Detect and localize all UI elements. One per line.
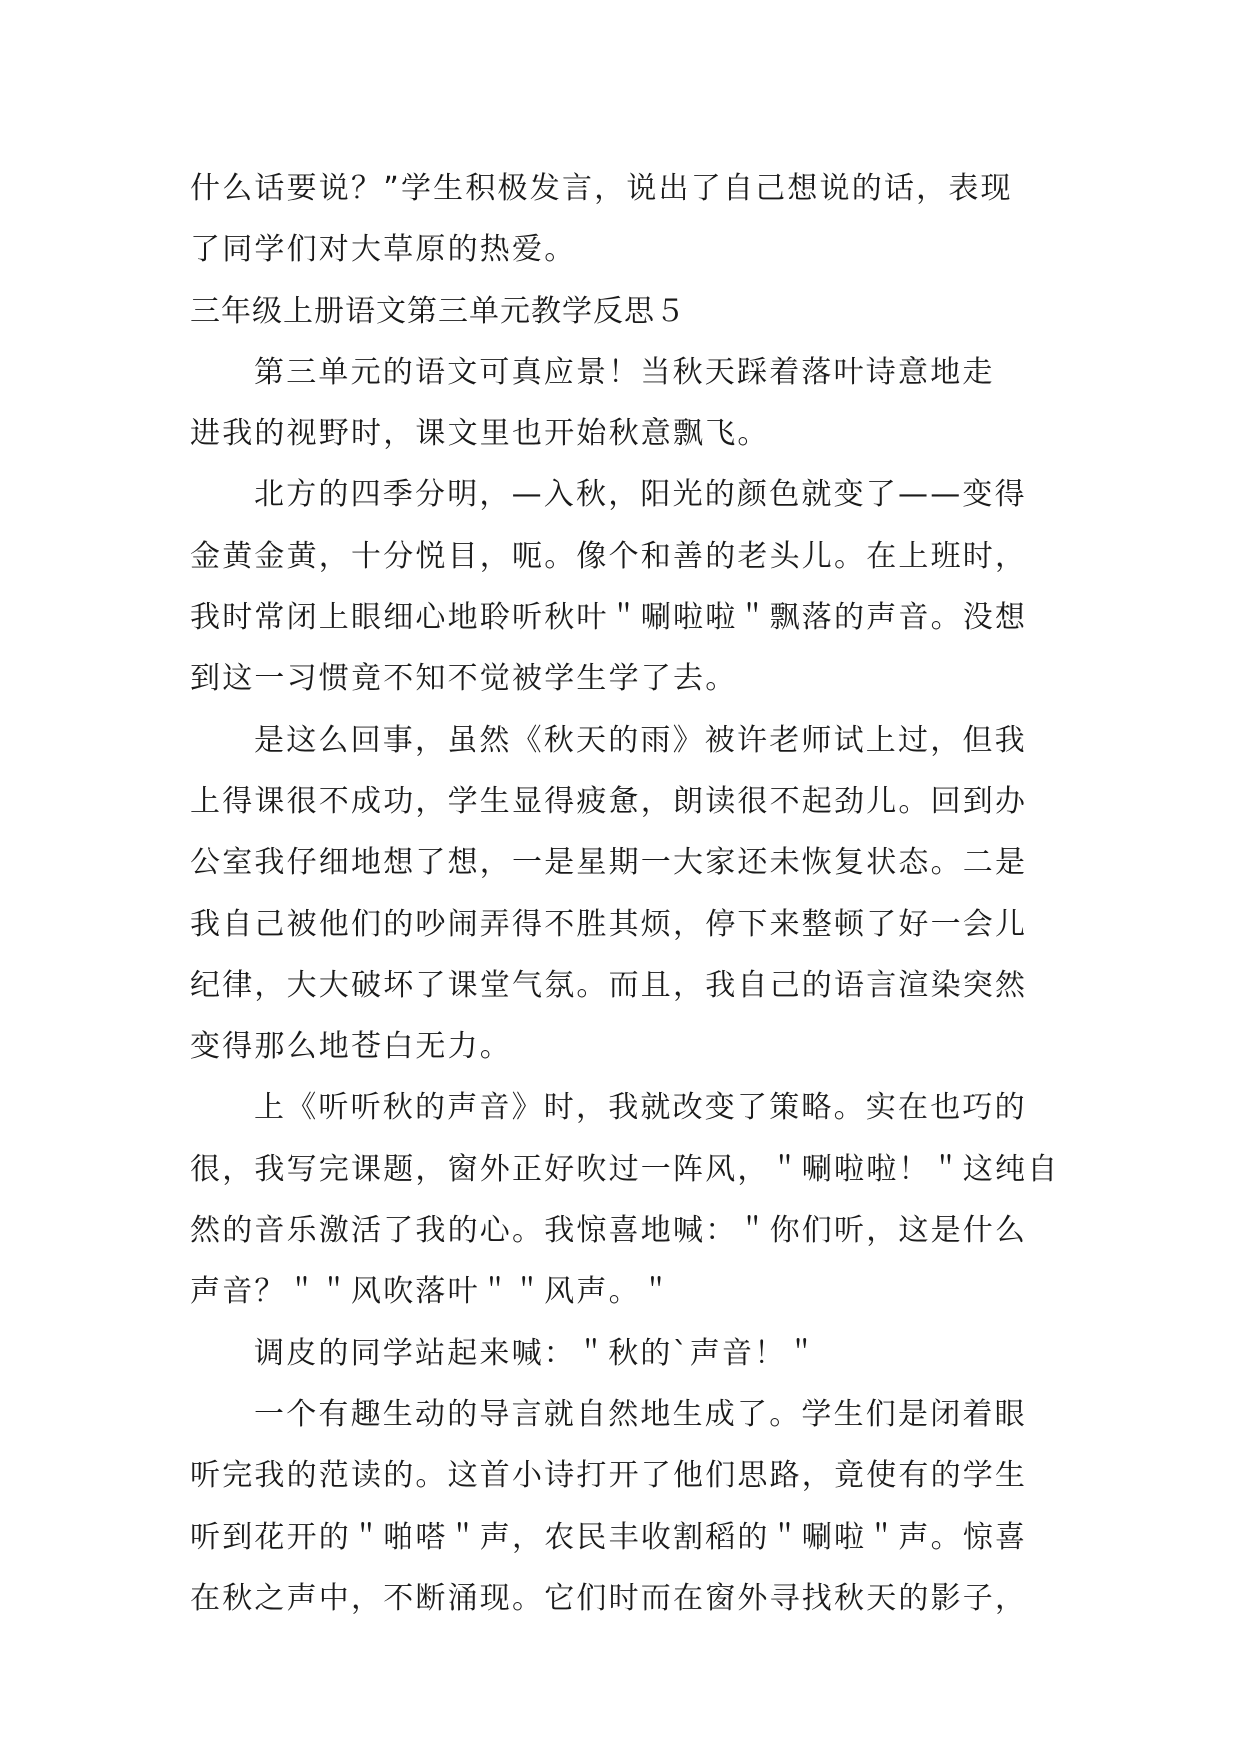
- text-line: 听到花开的＂啪嗒＂声，农民丰收割稻的＂唰啦＂声。惊喜: [190, 1519, 1028, 1555]
- text-line: 到这一习惯竟不知不觉被学生学了去。: [190, 661, 738, 697]
- text-line: 公室我仔细地想了想，一是星期一大家还未恢复状态。二是: [190, 845, 1028, 881]
- text-line: 声音？＂＂风吹落叶＂＂风声。＂: [190, 1274, 673, 1310]
- text-line: 上得课很不成功，学生显得疲惫，朗读很不起劲儿。回到办: [190, 783, 1028, 819]
- text-line: 金黄金黄，十分悦目，呃。像个和善的老头儿。在上班时，: [190, 538, 1028, 574]
- text-line: 上《听听秋的声音》时，我就改变了策略。实在也巧的: [254, 1090, 1027, 1126]
- text-line: 进我的视野时，课文里也开始秋意飘飞。: [190, 416, 770, 452]
- text-line: 是这么回事，虽然《秋天的雨》被许老师试上过，但我: [254, 722, 1027, 758]
- document-body: [190, 158, 1060, 1629]
- section-heading: 三年级上册语文第三单元教学反思５: [190, 293, 686, 329]
- text-line: 北方的四季分明，—入秋，阳光的颜色就变了——变得: [254, 477, 1027, 513]
- text-line: 变得那么地苍白无力。: [190, 1029, 512, 1065]
- text-line: 很，我写完课题，窗外正好吹过一阵风，＂唰啦啦！＂这纯自: [190, 1151, 1060, 1187]
- text-line: 第三单元的语文可真应景！当秋天踩着落叶诗意地走: [254, 354, 995, 390]
- text-line: 听完我的范读的。这首小诗打开了他们思路，竟使有的学生: [190, 1458, 1028, 1494]
- text-line: 了同学们对大草原的热爱。: [190, 232, 577, 268]
- text-line: 什么话要说？”学生积极发言，说出了自己想说的话，表现: [190, 171, 1013, 206]
- text-line: 然的音乐激活了我的心。我惊喜地喊：＂你们听，这是什么: [190, 1213, 1028, 1249]
- text-line: 调皮的同学站起来喊：＂秋的`声音！＂: [254, 1335, 819, 1371]
- text-line: 我自己被他们的吵闹弄得不胜其烦，停下来整顿了好一会儿: [190, 906, 1028, 942]
- text-line: 纪律，大大破坏了课堂气氛。而且，我自己的语言渲染突然: [190, 967, 1028, 1003]
- text-line: 我时常闭上眼细心地聆听秋叶＂唰啦啦＂飘落的声音。没想: [190, 600, 1028, 636]
- text-line: 一个有趣生动的导言就自然地生成了。学生们是闭着眼: [254, 1396, 1027, 1432]
- text-line: 在秋之声中，不断涌现。它们时而在窗外寻找秋天的影子，: [190, 1580, 1028, 1616]
